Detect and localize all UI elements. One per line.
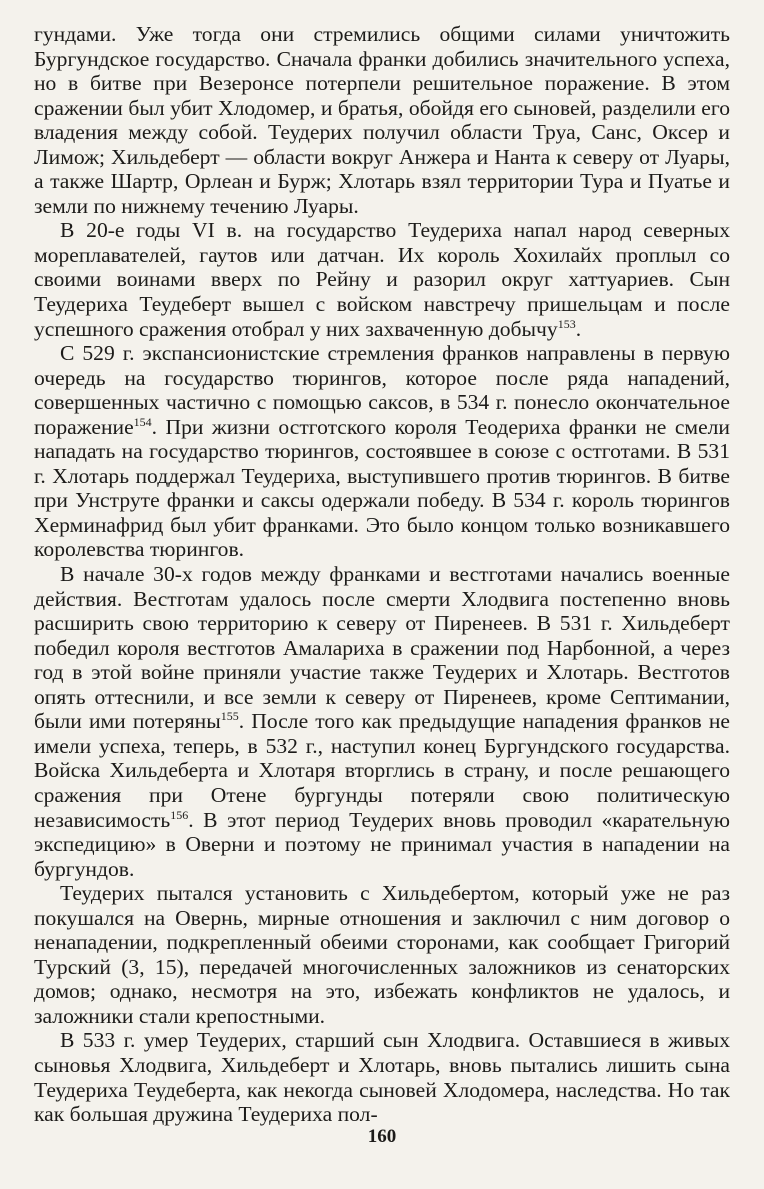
paragraph-text: Теудерих пытался установить с Хильдебертом, который уже не раз покушался на Овернь, мирные отношения и заключил с ним договор о ненападении, подкрепленный обеими сторонами, как сообщает Григорий Турский (3, 15), передачей многочисленных заложников из сенаторских домов; однако, несмотря на это, избежать конфликтов не удалось, и заложники стали крепостными. (34, 881, 730, 1028)
paragraph-text: . При жизни остготского короля Теодериха франки не смели нападать на государство тюрингов, состоявшее в союзе с остготами. В 531 г. Хлотарь поддержал Теудериха, выступившего против тюрингов. В битве при Унструте франки и саксы одержали победу. В 534 г. король тюрингов Херминафрид был убит франками. Это было концом только возникавшего королевства тюрингов. (34, 414, 730, 562)
paragraph (34, 22, 730, 218)
paragraph-text: гундами. Уже тогда они стремились общими силами уничтожить Бургундское государство. Сначала франки добились значительного успеха, но в битве при Везеронсе потерпели решительное поражение. В этом сражении был убит Хлодомер, и братья, обойдя его сыновей, разделили его владения между собой. Теудерих получил области Труа, Санс, Оксер и Лимож; Хильдеберт — области вокруг Анжера и Нанта к северу от Луары, а также Шартр, Орлеан и Бурж; Хлотарь взял территории Тура и Пуатье и земли по нижнему течению Луары. (34, 22, 730, 218)
page-number: 160 (367, 1126, 397, 1147)
paragraph-text: . После того как предыдущие нападения франков не имели успеха, теперь, в 532 г., наступил конец Бургундского государства. Войска Хильдеберта и Хлотаря вторглись в страну, и после решающего сражения при Отене бургунды потеряли свою политическую независимость (34, 709, 730, 832)
paragraph-text: С 529 г. экспансионистские стремления франков направлены в первую очередь на государство тюрингов, которое после ряда нападений, совершенных частично с помощью саксов, в 534 г. понесло окончательное поражение (34, 341, 730, 439)
paragraph-text: . (575, 316, 582, 341)
paragraph-text: В 533 г. умер Теудерих, старший сын Хлодвига. Оставшиеся в живых сыновья Хлодвига, Хильдеберт и Хлотарь, вновь пытались лишить сына Теудериха Теудеберта, как некогда сыновей Хлодомера, наследства. Но так как большая дружина Теудериха пол- (34, 1028, 730, 1127)
page-body (34, 22, 730, 1127)
footnote-ref: 153 (557, 316, 576, 331)
paragraph-text: В 20-е годы VI в. на государство Теудериха напал народ северных мореплавателей, гаутов или датчан. Их король Хохилайх проплыл со своими воинами вверх по Рейну и разорил округ хаттуариев. Сын Теудериха Теудеберт вышел с войском навстречу пришельцам и после успешного сражения отобрал у них захваченную добычу (34, 218, 730, 341)
footnote-ref: 156 (170, 807, 189, 822)
paragraph (34, 562, 730, 881)
footnote-ref: 155 (220, 709, 239, 724)
footnote-ref: 154 (133, 414, 152, 429)
paragraph (34, 341, 730, 562)
paragraph (34, 218, 730, 341)
paragraph-text: . В этот период Теудерих вновь проводил «карательную экспедицию» в Оверни и поэтому не принимал участия в нападении на бургундов. (34, 807, 730, 881)
paragraph (34, 881, 730, 1028)
paragraph-text: В начале 30-х годов между франками и вестготами начались военные действия. Вестготам удалось после смерти Хлодвига постепенно вновь расширить свою территорию к северу от Пиренеев. В 531 г. Хильдеберт победил короля вестготов Амалариха в сражении под Нарбонной, а через год в этой войне приняли участие также Теудерих и Хлотарь. Вестготов опять оттеснили, и все земли к северу от Пиренеев, кроме Септимании, были ими потеряны (34, 562, 730, 734)
paragraph (34, 1028, 730, 1126)
